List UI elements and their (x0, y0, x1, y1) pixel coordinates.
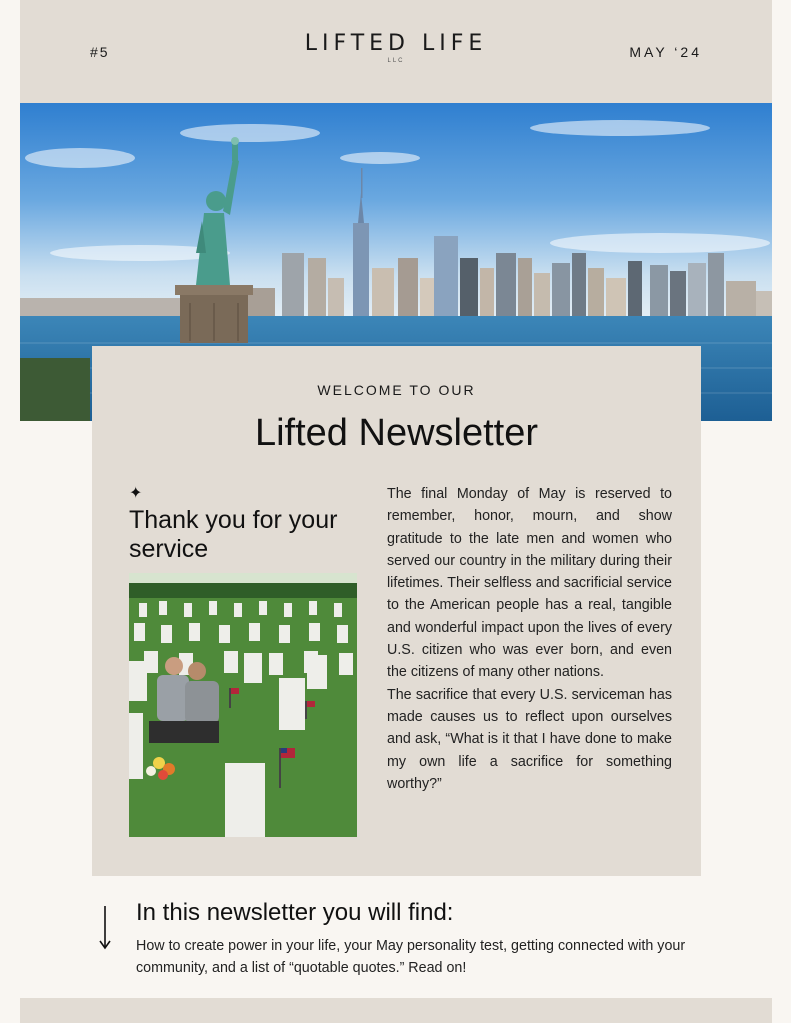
issue-date: MAY ‘24 (629, 44, 702, 60)
cemetery-illustration (129, 573, 357, 837)
sparkle-icon: ✦ (129, 485, 143, 502)
article-paragraph-2: The sacrifice that every U.S. serviceman has made causes us to reflect upon ourselves and ask, “What is it that I have done to make my own life a sacrifice for something worthy?” (387, 686, 672, 792)
footer-band (20, 998, 772, 1023)
memorial-article (387, 483, 672, 795)
header-band (20, 0, 772, 103)
issue-number: #5 (90, 44, 110, 60)
article-paragraph-1: The final Monday of May is reserved to remember, honor, mourn, and show gratitude to the late men and women who served our country in the military during their lifetimes. Their selfless and sacrificial service to the American people has a real, tangible and wonderful impact upon the lives of every U.S. citizen who was ever born, and even the citizens of many other nations. (387, 486, 672, 681)
find-heading: In this newsletter you will find: (136, 899, 454, 926)
welcome-card (92, 346, 701, 876)
find-summary: How to create power in your life, your May personality test, getting connected with your community, and a list of “quotable quotes.” Read on! (136, 938, 686, 976)
newsletter-title: Lifted Newsletter (254, 412, 538, 454)
welcome-label: WELCOME TO OUR (317, 382, 476, 398)
memorial-photo (129, 573, 357, 837)
arrow-down-icon (98, 906, 112, 955)
thanks-heading: Thank you for your service (129, 506, 338, 563)
logo-title: LIFTED LIFE (304, 31, 488, 56)
logo-subtitle: LLC (387, 58, 405, 64)
